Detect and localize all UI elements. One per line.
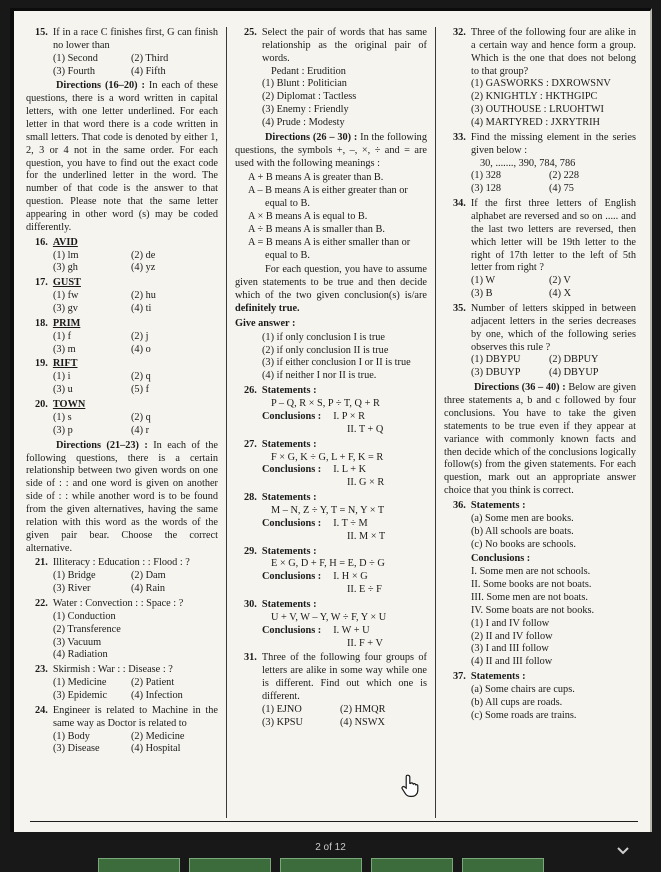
text-run: Statements : [470, 499, 526, 511]
conclusion-item: I. P × R [333, 410, 365, 422]
option: (c) No books are schools. [471, 538, 576, 550]
question-20 [26, 399, 218, 438]
text-run: Directions (16–20) : [56, 80, 149, 92]
option: (b) All cups are roads. [471, 696, 563, 708]
text-run: PRIM [52, 317, 81, 329]
options-list [235, 78, 427, 129]
options-grid [26, 570, 218, 596]
question-body [235, 652, 427, 703]
conclusion-item: I. T ÷ M [333, 517, 368, 529]
question-33 [444, 132, 636, 196]
question-number: 16. [35, 236, 48, 248]
page-column-1 [18, 27, 226, 818]
option: (b) All schools are boats. [471, 525, 574, 537]
question-body [444, 500, 636, 513]
question-31 [235, 652, 427, 729]
viewer-footer [0, 842, 661, 853]
option: (1) lm [53, 249, 79, 261]
option: (4) ti [131, 303, 152, 315]
option: (3) DBUYP [471, 367, 521, 379]
question-body [444, 198, 636, 275]
option: (4) MARTYRED : JXRYTRIH [471, 117, 600, 129]
option: (1) DBYPU [471, 354, 521, 366]
options-list [235, 332, 427, 383]
option: (4) yz [131, 262, 156, 274]
options-grid [444, 170, 636, 196]
meaning-line: A – B means A is either greater than or equal to B. [248, 185, 408, 210]
option: (4) DBYUP [549, 367, 599, 379]
option: (3) Enemy : Friendly [262, 104, 349, 116]
meaning-line: A = B means A is either smaller than or equal to B. [248, 236, 411, 261]
text-run: In the following questions, the symbols +, –, ×, ÷ and = are used with the following meanings : [235, 131, 427, 169]
question-body [235, 599, 427, 612]
option: (1) Medicine [53, 677, 107, 689]
option: (2) KNIGHTLY : HKTHGIPC [471, 91, 598, 103]
question-25 [235, 27, 427, 130]
question-body [26, 27, 218, 53]
option: (4) Fifth [131, 65, 166, 77]
page-thumbnail[interactable] [189, 858, 271, 872]
page-thumbnail[interactable] [462, 858, 544, 872]
option: (3) River [53, 583, 91, 595]
page-thumbnail[interactable] [98, 858, 180, 872]
option: (4) X [549, 288, 572, 300]
question-27 [235, 439, 427, 490]
conclusions [235, 518, 427, 544]
options-grid [26, 53, 218, 79]
option: (1) Bridge [53, 570, 96, 582]
question-number: 19. [35, 358, 48, 370]
text-run: AVID [52, 236, 78, 248]
conclusion-item: I. H × G [333, 571, 368, 583]
option: (4) NSWX [340, 716, 385, 728]
text-run: Find the missing element in the series given below : [470, 131, 636, 156]
question-body [26, 237, 218, 250]
question-32 [444, 27, 636, 130]
option: (1) i [53, 371, 71, 383]
options-grid [26, 250, 218, 276]
option: (3) OUTHOUSE : LRUOHTWI [471, 104, 604, 116]
question-24 [26, 705, 218, 756]
question-number: 21. [35, 557, 48, 569]
conclusions [235, 464, 427, 490]
option: (2) 228 [549, 170, 580, 182]
conclusions [235, 571, 427, 597]
option: (3) Disease [53, 743, 100, 755]
text-run: Statements : [261, 545, 317, 557]
option: (4) II and III follow [471, 656, 553, 668]
meaning-line: A × B means A is equal to B. [248, 211, 368, 223]
expression-line: Pedant : Erudition [271, 65, 346, 77]
directions-paragraph [26, 440, 218, 556]
conclusion-item: II. M × T [347, 530, 386, 542]
question-body [235, 492, 427, 505]
conclusions-row [262, 571, 427, 584]
options-list [26, 611, 218, 662]
options-grid [26, 331, 218, 357]
text-run: Select the pair of words that has same relationship as the original pair of words. [261, 27, 427, 64]
option: (1) Body [53, 730, 90, 742]
option: (1) W [471, 275, 496, 287]
option: (4) Prude : Modesty [262, 117, 345, 129]
options-grid [235, 704, 427, 730]
options-grid [444, 354, 636, 380]
option: (a) Some chairs are cups. [471, 683, 575, 695]
expression-line: U + V, W – Y, W ÷ F, Y × U [271, 611, 387, 623]
options-list [444, 78, 636, 129]
question-number: 23. [35, 664, 48, 676]
option: (4) o [131, 343, 151, 355]
question-body [26, 277, 218, 290]
directions-paragraph [444, 382, 636, 498]
conclusions-label: Conclusions : [262, 517, 322, 529]
option: (2) if only conclusion II is true [262, 344, 389, 356]
options-grid [26, 371, 218, 397]
label-text: Conclusions : [471, 553, 531, 565]
question-body [444, 132, 636, 158]
label-line [444, 553, 636, 566]
option: (2) Diplomat : Tactless [262, 91, 357, 103]
question-number: 25. [244, 27, 257, 38]
text-run: Statements : [470, 671, 526, 683]
option: (2) Medicine [131, 730, 185, 742]
option: (3) I and III follow [471, 643, 549, 655]
text-run: Directions (21–23) : [56, 439, 154, 451]
option: (4) Infection [131, 689, 183, 701]
question-number: 26. [244, 385, 257, 397]
question-number: 24. [35, 704, 48, 716]
option: II. Some books are not boats. [471, 579, 592, 591]
option: (2) q [131, 371, 151, 383]
option: (1) s [53, 411, 72, 423]
question-body [26, 318, 218, 331]
meaning-line: A ÷ B means A is smaller than B. [248, 223, 385, 235]
question-number: 30. [244, 598, 257, 610]
option: (1) f [53, 330, 72, 342]
question-28 [235, 492, 427, 543]
question-18 [26, 318, 218, 357]
chevron-down-icon[interactable] [616, 842, 630, 860]
question-body [26, 557, 218, 570]
question-body [26, 664, 218, 677]
option: (1) I and IV follow [471, 617, 550, 629]
text-run: Give answer : [235, 317, 296, 329]
text-run: Statements : [261, 492, 317, 504]
conclusions-label: Conclusions : [262, 410, 322, 422]
text-run: If in a race C finishes first, G can finish no lower than [52, 27, 218, 51]
option: (c) Some roads are trains. [471, 709, 577, 721]
option: (2) Patient [131, 677, 175, 689]
text-run: Statements : [261, 385, 317, 397]
conclusions-label: Conclusions : [262, 624, 322, 636]
option: (1) GASWORKS : DXROWSNV [471, 78, 611, 90]
question-number: 32. [453, 27, 466, 38]
option: (1) if only conclusion I is true [262, 331, 385, 343]
question-34 [444, 198, 636, 301]
text-run: Skirmish : War : : Disease : ? [52, 664, 173, 676]
option: (1) Blunt : Politician [262, 78, 347, 90]
meaning-line: A + B means A is greater than B. [248, 172, 384, 184]
question-body [235, 439, 427, 452]
question-22 [26, 598, 218, 662]
conclusions-row [262, 411, 427, 424]
options-list [444, 566, 636, 669]
conclusions-row [262, 464, 427, 477]
text-run: Statements : [261, 598, 317, 610]
question-body [26, 598, 218, 611]
question-body [26, 358, 218, 371]
text-run: Engineer is related to Machine in the same way as Doctor is related to [52, 704, 218, 729]
symbol-meanings [235, 172, 427, 262]
option: (2) de [131, 249, 156, 261]
expression-line: 30, ......., 390, 784, 786 [480, 157, 576, 169]
question-number: 27. [244, 438, 257, 450]
page-column-2 [226, 27, 435, 818]
question-body [444, 671, 636, 684]
option: (3) 128 [471, 183, 502, 195]
directions-paragraph [26, 80, 218, 234]
option: (2) Third [131, 52, 169, 64]
question-number: 15. [35, 27, 48, 38]
question-number: 18. [35, 317, 48, 329]
options-grid [26, 412, 218, 438]
text-run: In each of these questions, there is a word written in capital letters, with one letter underlined. For each letter in that word there is a code written in small letters. That code is denoted by either 1, 2, 3 or 4 not in the same order. For each question, you have to find out the exact code for the underlined letter in the word. The number of that code is the answer to that question. Please note that the same letter appearing in other word (s) may be coded differently. [26, 80, 218, 233]
text-run: In each of the following questions, there is a certain relationship between two given words on one side of : : and one word is given on another side of : : while another word is to be found from the given alternatives, having the same relation with this word as the words of the given pair bear. Choose the correct alternative. [26, 439, 218, 554]
question-26 [235, 385, 427, 436]
expression-line: M – N, Z ÷ Y, T = N, Y × T [271, 504, 385, 516]
paragraph [235, 318, 427, 331]
option: I. Some men are not schools. [471, 566, 591, 578]
question-number: 34. [453, 198, 466, 210]
option: III. Some men are not boats. [471, 591, 588, 603]
question-30 [235, 599, 427, 650]
option: (3) m [53, 343, 76, 355]
question-body [444, 27, 636, 78]
question-number: 35. [453, 303, 466, 315]
option: (1) Second [53, 52, 98, 64]
text-run: Directions (26 – 30) : [265, 131, 361, 143]
option: (2) j [131, 330, 149, 342]
question-21 [26, 557, 218, 596]
conclusions-label: Conclusions : [262, 571, 322, 583]
page-thumbnail[interactable] [371, 858, 453, 872]
page-indicator: 2 of 12 [315, 842, 346, 853]
conclusion-item: II. F + V [347, 637, 383, 649]
options-list [444, 513, 636, 552]
text-run: Three of the following four are alike in a certain way and hence form a group. Which is the one that does not belong to that group? [470, 27, 636, 77]
text-run: Below are given three statements a, b and c followed by four conclusions. You have to take the given statements to be true even if they appear at variance with commonly known facts and then decide which of the conclusions logically follow(s) from the given statements. For each question, mark out an appropriate answer choice that you think is correct. [444, 382, 636, 497]
text-run: If the first three letters of English alphabet are reversed and so on ..... and the last two letters are reversed, then which letter will be 19th letter to the right of 17th letter to the left of 5th letter from right ? [470, 198, 636, 274]
option: (3) gh [53, 262, 78, 274]
question-body [444, 303, 636, 354]
option: (4) Rain [131, 583, 166, 595]
option: IV. Some boats are not books. [471, 604, 595, 616]
text-run: Three of the following four groups of letters are alike in some way while one is different. Find out which one is different. [261, 652, 427, 702]
option: (2) V [549, 275, 571, 287]
option: (2) q [131, 411, 151, 423]
option: (3) KPSU [262, 716, 303, 728]
text-run: Number of letters skipped in between adjacent letters in the series decreases by one, which of the following series observes this rule ? [470, 303, 636, 353]
question-37 [444, 671, 636, 722]
question-number: 29. [244, 545, 257, 557]
conclusions [235, 625, 427, 651]
options-grid [26, 677, 218, 703]
page-thumbnail[interactable] [280, 858, 362, 872]
page-columns [18, 27, 644, 818]
option: (3) Epidemic [53, 689, 108, 701]
conclusions-label: Conclusions : [262, 464, 322, 476]
option: (3) u [53, 384, 73, 396]
option: (3) B [471, 288, 493, 300]
question-16 [26, 237, 218, 276]
text-run: Directions (36 – 40) : [474, 382, 569, 394]
option: (2) HMQR [340, 703, 386, 715]
directions-paragraph [235, 132, 427, 171]
options-grid [26, 731, 218, 757]
option: (3) if either conclusion I or II is true [262, 357, 411, 369]
question-number: 20. [35, 399, 48, 411]
text-run: Water : Convection : : Space : ? [52, 597, 184, 609]
question-body [26, 705, 218, 731]
options-list [444, 684, 636, 723]
option: (2) II and IV follow [471, 630, 553, 642]
question-number: 36. [453, 499, 466, 511]
question-17 [26, 277, 218, 316]
question-body [235, 27, 427, 66]
question-number: 17. [35, 277, 48, 289]
conclusion-item: II. T + Q [347, 423, 384, 435]
question-15 [26, 27, 218, 78]
question-number: 33. [453, 131, 466, 143]
question-body [235, 546, 427, 559]
conclusions [235, 411, 427, 437]
conclusions-row [262, 625, 427, 638]
conclusions-row [262, 518, 427, 531]
option: (2) DBPUY [549, 354, 599, 366]
conclusion-item: II. G × R [347, 477, 385, 489]
question-19 [26, 358, 218, 397]
option: (4) Radiation [53, 649, 108, 661]
option: (3) p [53, 424, 73, 436]
paragraph [235, 264, 427, 315]
document-page [10, 8, 652, 832]
question-number: 31. [244, 652, 257, 664]
conclusion-item: II. E ÷ F [347, 584, 382, 596]
options-grid [26, 290, 218, 316]
thumbnail-strip [98, 858, 544, 872]
page-column-3 [435, 27, 644, 818]
option: (4) if neither I nor II is true. [262, 370, 377, 382]
options-grid [444, 275, 636, 301]
text-run: RIFT [52, 358, 78, 370]
question-number: 28. [244, 492, 257, 504]
option: (2) Transference [53, 623, 121, 635]
expression-line: P – Q, R × S, P ÷ T, Q + R [271, 398, 380, 410]
option: (4) 75 [549, 183, 574, 195]
option: (1) EJNO [262, 703, 302, 715]
question-number: 37. [453, 671, 466, 683]
text-run: Statements : [261, 438, 317, 450]
page-bottom-rule [30, 821, 638, 822]
conclusion-item: I. L + K [333, 464, 367, 476]
question-body [26, 399, 218, 412]
option: (5) f [131, 384, 150, 396]
option: (1) fw [53, 290, 79, 302]
question-36 [444, 500, 636, 669]
text-run: For each question, you have to assume given statements to be true and then decide which of the two given conclusion(s) is/are [235, 264, 427, 302]
question-number: 22. [35, 597, 48, 609]
option: (a) Some men are books. [471, 512, 574, 524]
text-run: definitely true. [235, 303, 300, 315]
option: (3) gv [53, 303, 78, 315]
option: (1) 328 [471, 170, 502, 182]
question-23 [26, 664, 218, 703]
text-run: TOWN [52, 399, 86, 411]
option: (1) Conduction [53, 610, 116, 622]
option: (2) Dam [131, 570, 166, 582]
text-run: Illiteracy : Education : : Flood : ? [52, 557, 190, 569]
conclusion-item: I. W + U [333, 624, 370, 636]
expression-line: F × G, K ÷ G, L + F, K = R [271, 451, 384, 463]
expression-line: E × G, D + F, H = E, D ÷ G [271, 558, 385, 570]
option: (2) hu [131, 290, 156, 302]
option: (4) Hospital [131, 743, 181, 755]
option: (3) Fourth [53, 65, 96, 77]
question-35 [444, 303, 636, 380]
option: (3) Vacuum [53, 636, 102, 648]
option: (4) r [131, 424, 150, 436]
text-run: GUST [52, 277, 81, 289]
question-body [235, 385, 427, 398]
question-29 [235, 546, 427, 597]
